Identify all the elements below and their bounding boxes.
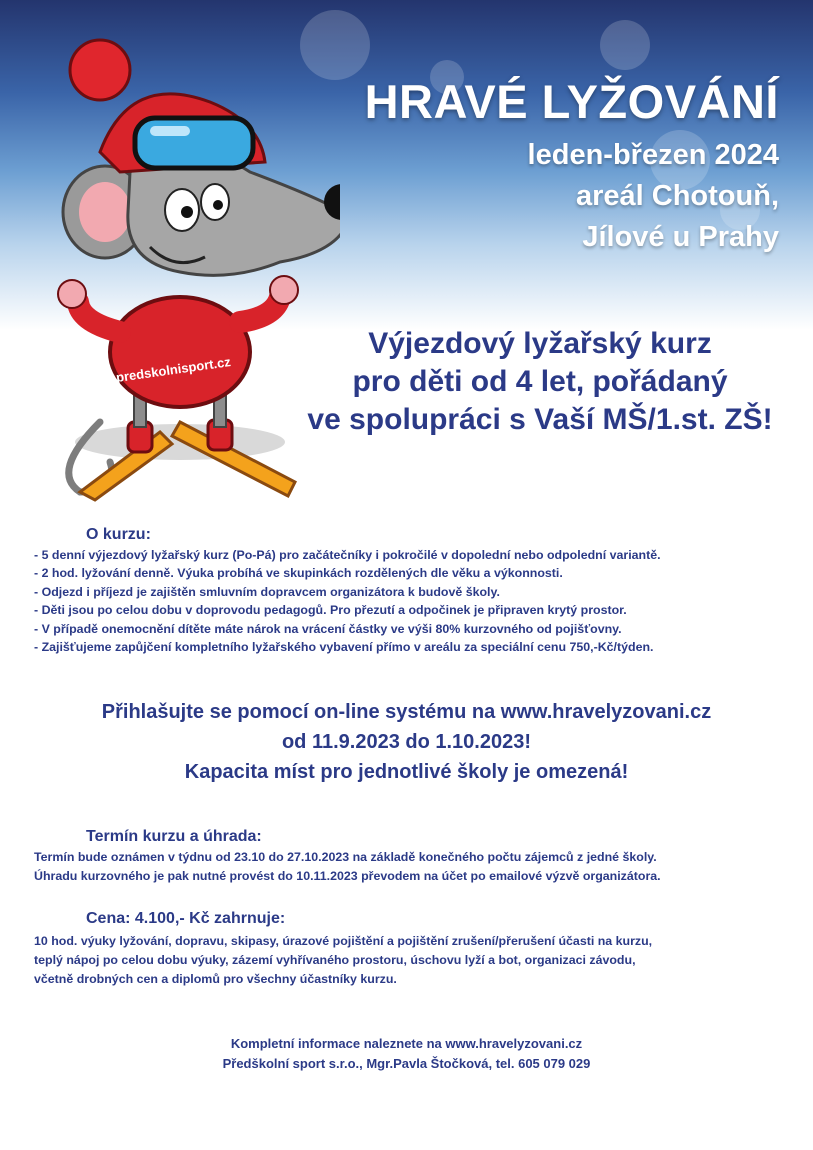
signup-notice: [0, 697, 813, 787]
title-block: [365, 74, 779, 258]
right-pupil: [213, 200, 223, 210]
list-item: - Odjezd i příjezd je zajištěn smluvním dopravcem organizátora k budově školy.: [34, 584, 500, 599]
venue-line-1: areál Chotouň,: [575, 180, 779, 212]
price-text: [34, 932, 804, 989]
headline-line-1: Výjezdový lyžařský kurz: [368, 327, 712, 360]
goggles-shine: [150, 126, 190, 136]
footer: [0, 1034, 813, 1074]
mascot-sweater: [110, 297, 250, 407]
left-hand: [58, 280, 86, 308]
page-title: HRAVÉ LYŽOVÁNÍ: [364, 75, 779, 128]
footer-line-1: Kompletní informace naleznete na www.hravelyzovani.cz: [230, 1036, 583, 1051]
term-heading: Termín kurzu a úhrada:: [86, 828, 262, 845]
signup-line-1: Přihlašujte se pomocí on-line systému na www.hravelyzovani.cz: [101, 701, 712, 723]
hat-pompom: [70, 40, 130, 100]
list-item: - Děti jsou po celou dobu v doprovodu pedagogů. Pro přezutí a odpočinek je připraven krytý prostor.: [34, 603, 627, 618]
term-line-2: Úhradu kurzovného je pak nutné provést do 10.11.2023 převodem na účet po emailové výzvě organizátora.: [34, 869, 661, 883]
price-heading: Cena: 4.100,- Kč zahrnuje:: [86, 910, 286, 927]
signup-line-3: Kapacita míst pro jednotlivé školy je omezená!: [184, 761, 629, 783]
bokeh-light: [600, 20, 650, 70]
venue-line-2: Jílové u Prahy: [582, 221, 779, 253]
left-pupil: [181, 206, 193, 218]
price-line-3: včetně drobných cen a diplomů pro všechny účastníky kurzu.: [34, 972, 397, 986]
headline-line-2: pro děti od 4 let, pořádaný: [352, 365, 728, 398]
list-item: - 5 denní výjezdový lyžařský kurz (Po-Pá) pro začátečníky i pokročilé v dopolední nebo odpolední variantě.: [34, 548, 661, 562]
term-line-1: Termín bude oznámen v týdnu od 23.10 do 27.10.2023 na základě konečného počtu zájemců z jedné školy.: [34, 850, 657, 864]
about-list: [34, 546, 804, 656]
left-arm: [78, 302, 120, 332]
right-hand: [270, 276, 298, 304]
price-line-1: 10 hod. výuky lyžování, dopravu, skipasy, úrazové pojištění a pojištění zrušení/přerušení účasti na kurzu,: [34, 934, 653, 948]
headline-line-3: ve spolupráci s Vaší MŠ/1.st. ZŠ!: [307, 403, 773, 436]
left-ear-inner: [79, 182, 131, 242]
list-item: - Zajišťujeme zapůjčení kompletního lyžařského vybavení přímo v areálu za speciální cenu 750,-Kč/týden.: [34, 640, 654, 655]
footer-line-2: Předškolní sport s.r.o., Mgr.Pavla Štočková, tel. 605 079 029: [222, 1056, 591, 1071]
signup-line-2: od 11.9.2023 do 1.10.2023!: [281, 731, 532, 753]
price-line-2: teplý nápoj po celou dobu výuky, zázemí vyhřívaného prostoru, úschovu lyží a bot, organizaci závodu,: [34, 953, 636, 967]
list-item: - V případě onemocnění dítěte máte nárok na vrácení částky ve výši 80% kurzovného od pojišťovny.: [34, 621, 622, 636]
term-text: [34, 848, 804, 886]
about-heading: O kurzu:: [86, 526, 151, 543]
headline: [280, 325, 800, 439]
ski-goggles-icon: [135, 118, 253, 168]
season-dates: leden-březen 2024: [527, 139, 779, 171]
list-item: - 2 hod. lyžování denně. Výuka probíhá ve skupinkách rozdělených dle věku a výkonnosti.: [34, 566, 563, 581]
mascot-shirt-text: predskolnisport.cz: [115, 354, 232, 386]
